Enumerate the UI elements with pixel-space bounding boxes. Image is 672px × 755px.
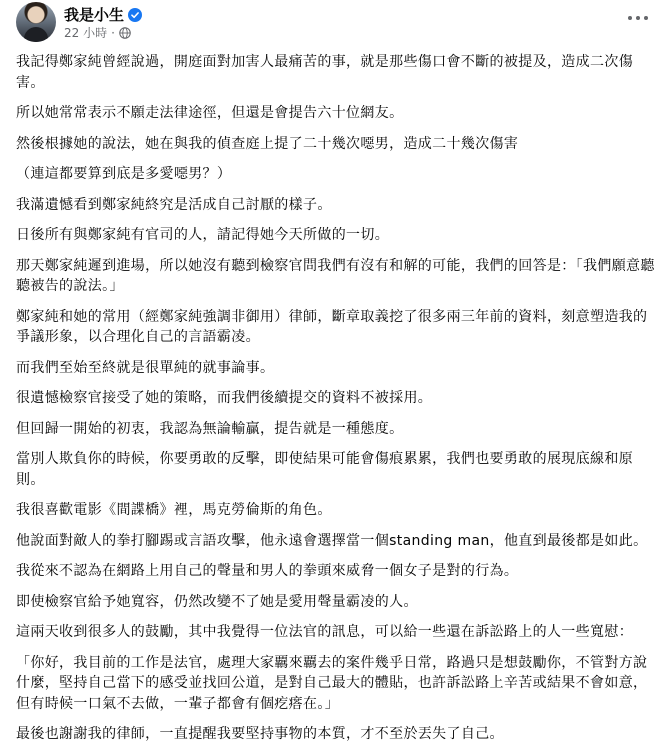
author-name[interactable]: 我是小生 [64, 6, 125, 24]
author-name-link[interactable] [64, 4, 142, 25]
globe-icon[interactable] [119, 27, 131, 39]
post-paragraph: 我滿遺憾看到鄭家純終究是活成自己討厭的樣子。 [16, 196, 332, 213]
verified-badge-icon [128, 8, 142, 22]
post-paragraph: 當別人欺負你的時候，你要勇敢的反擊，即使結果可能會傷痕累累，我們也要勇敢的展現底線和原則。 [16, 451, 634, 488]
author-avatar[interactable] [16, 2, 56, 42]
post-paragraph: 日後所有與鄭家純有官司的人，請記得她今天所做的一切。 [16, 227, 390, 243]
post-paragraph: 我從來不認為在網路上用自己的聲量和男人的拳頭來威脅一個女子是對的行為。 [16, 563, 519, 579]
more-options-icon[interactable] [620, 6, 656, 30]
post-paragraph: 我很喜歡電影《間諜橋》裡，馬克勞倫斯的角色。 [16, 502, 332, 518]
post-paragraph: 他說面對敵人的拳打腳踢或言語攻擊，他永遠會選擇當一個standing man，他直到最後都是如此。 [16, 532, 648, 549]
post-paragraph: 然後根據她的說法，她在與我的偵查庭上提了二十幾次噁男，造成二十幾次傷害 [16, 135, 519, 152]
post-paragraph: 鄭家純和她的常用（經鄭家純強調非御用）律師，斷章取義挖了很多兩三年前的資料，刻意塑造我的爭議形象，以合理化自己的言語霸凌。 [16, 308, 648, 345]
post-paragraph: 我記得鄭家純曾經說過，開庭面對加害人最痛苦的事，就是那些傷口會不斷的被提及，造成二次傷害。 [16, 54, 634, 91]
post-paragraph: 這兩天收到很多人的鼓勵，其中我覺得一位法官的訊息，可以給一些還在訴訟路上的人一些寬慰： [16, 624, 634, 640]
post-paragraph: 「你好，我目前的工作是法官，處理大家覊來覊去的案件幾乎日常，路過只是想鼓勵你，不管對方說什麼，堅持自己當下的感受並找回公道，是對自己最大的體貼，也許訴訟路上辛苦或結果不會如意，但有時候一口氣不去做，一輩子都會有個疙瘩在。」 [16, 654, 648, 712]
post-paragraph: 而我們至始至終就是很單純的就事論事。 [16, 359, 275, 376]
post-meta [64, 24, 131, 41]
post-paragraph: 但回歸一開始的初衷，我認為無論輸贏，提告就是一種態度。 [16, 420, 404, 437]
post-paragraph: 很遺憾檢察官接受了她的策略，而我們後續提交的資料不被採用。 [16, 390, 433, 406]
post-timestamp[interactable]: 22 小時 [64, 26, 108, 40]
post-header [16, 0, 656, 48]
post-body [16, 52, 656, 755]
post-paragraph: 那天鄭家純遲到進場，所以她沒有聽到檢察官問我們有沒有和解的可能，我們的回答是：「我們願意聽聽被告的說法。」 [16, 257, 655, 294]
post-paragraph: 最後也謝謝我的律師，一直提醒我要堅持事物的本質，才不至於丟失了自己。 [16, 726, 504, 742]
post-paragraph: 即使檢察官給予她寬容，仍然改變不了她是愛用聲量霸凌的人。 [16, 593, 418, 610]
meta-separator: · [111, 25, 115, 40]
post-paragraph: 所以她常常表示不願走法律途徑，但還是會提告六十位網友。 [16, 105, 404, 121]
post-paragraph: （連這都要算到底是多愛噁男？） [16, 166, 232, 182]
